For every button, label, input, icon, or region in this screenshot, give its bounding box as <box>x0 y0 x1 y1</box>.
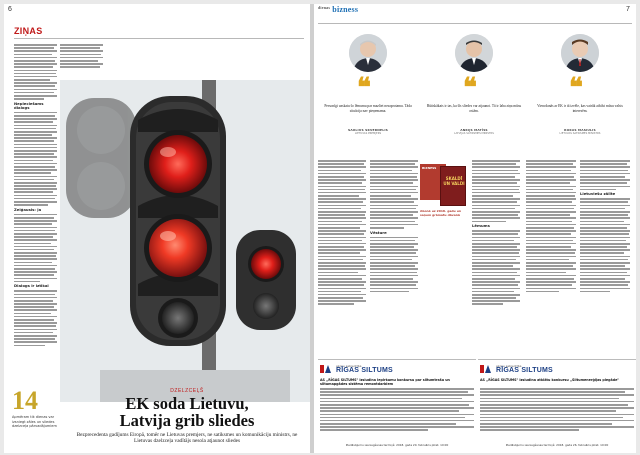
text-lines <box>318 160 366 305</box>
masthead-rule <box>318 23 632 24</box>
right-page <box>314 4 636 453</box>
notice-org-small: akciju sabiedrība <box>496 364 522 368</box>
text-lines <box>60 44 103 68</box>
body-column-4 <box>526 160 576 292</box>
quote-mark-icon: ❝ <box>463 73 477 102</box>
text-lines <box>472 160 520 222</box>
quote-mark-icon: ❝ <box>569 73 583 102</box>
text-lines <box>14 112 57 206</box>
tender-notice <box>318 359 476 451</box>
person-silhouette-icon <box>349 34 387 72</box>
notice-title: AS „RĪGAS SILTUMS" izsludina iepirkumu konkursu par siltumtrašu un siltumapgādes sistēmu remontdarbiem <box>320 378 450 386</box>
text-lines <box>526 160 576 292</box>
notice-title: AS „RĪGAS SILTUMS" izsludina atklātu konkursu „Siltumenerģijas piegāde" <box>480 378 620 382</box>
quote-author: ANRIJS MATĪSS <box>460 128 488 132</box>
ad-caption: Abonē uz 2018. gadu un saņem grāmatu dāvanā <box>420 209 461 217</box>
portrait-photo <box>349 34 387 72</box>
notice-org: RĪGAS SILTUMS <box>496 367 553 374</box>
brand-prefix: dienas <box>318 5 331 10</box>
text-lines <box>14 44 57 100</box>
person-silhouette-icon <box>561 34 599 72</box>
quote-text: Vienošanās ar EK ir tā izvēle, kas vairāk atbilst mūsu valsts interesēm. <box>537 104 623 113</box>
magazine-title: BIZNESS <box>422 166 437 170</box>
quote-text: Būtiskākais ir tas, ka šīs sliedes var atjaunot. Tā ir laba ziņa mūsu ostām. <box>426 104 522 113</box>
railway-signal-illustration <box>60 80 310 402</box>
masthead-brand <box>318 5 438 14</box>
body-subhead: Lēmums <box>472 223 490 229</box>
quote-card <box>318 26 418 162</box>
quote-mark-icon: ❝ <box>357 73 371 102</box>
quote-card <box>424 26 524 162</box>
body-column-2 <box>370 160 418 292</box>
page-number-left: 6 <box>8 6 12 13</box>
text-column-1 <box>14 44 57 346</box>
quote-role: LATVIJAS SATIKSMES MINISTRS <box>454 132 494 135</box>
stat-number: 14 <box>12 386 38 415</box>
portrait-photo <box>561 34 599 72</box>
section-rule <box>14 38 304 39</box>
section-tag: ZIŅAS <box>14 26 43 36</box>
body-column-3 <box>472 160 520 305</box>
text-lines <box>14 214 57 283</box>
subscription-ad[interactable] <box>420 162 468 236</box>
text-lines <box>14 290 57 346</box>
page-number-right: 7 <box>626 6 630 13</box>
brand-main: bizness <box>332 5 359 14</box>
portrait-photo <box>455 34 493 72</box>
headline-line-1: EK soda Lietuvu, <box>125 394 249 413</box>
text-lines <box>370 160 418 229</box>
article-deck: Bezprecedenta gadījums Eiropā, tomēr ne Lietuvas premjers, ne satiksmes un komunikāciju ministrs, ne Lietuvas dzelzceļa vadītājs nesola atjaunot sliedes <box>76 432 298 445</box>
article-kicker: DZELZCEĻŠ <box>170 388 204 394</box>
notice-footer: Piedāvājumu iesniegšanas termiņš: 2018. gada 26. februāris plkst. 10:00 <box>505 443 609 447</box>
quote-author: ROKAS MASIULIS <box>564 128 596 132</box>
notice-text-lines <box>480 388 634 431</box>
notice-org-small: akciju sabiedrība <box>336 364 362 368</box>
masthead <box>318 5 438 14</box>
article-headline <box>60 395 310 429</box>
rigas-siltums-logo-icon <box>320 364 334 374</box>
notice-org: RĪGAS SILTUMS <box>336 367 393 374</box>
text-column-2 <box>60 44 103 68</box>
body-column-1 <box>318 160 366 305</box>
tender-notice <box>478 359 636 451</box>
quote-text: Personīgi uzskatu šo lēmumu par mazliet nesaprotamu. Tāda situācija nav pieņemama. <box>324 104 412 113</box>
quote-card <box>530 26 630 162</box>
rigas-siltums-logo-icon <box>480 364 494 374</box>
quote-author: SAULIUS SKVERNELIS <box>347 128 388 132</box>
person-silhouette-icon <box>455 34 493 72</box>
text-subhead: Zelģausis: ja <box>14 206 42 212</box>
quote-role: LIETUVAS SATIKSMES MINISTRS <box>559 132 601 135</box>
body-column-5 <box>580 160 630 292</box>
text-subhead: Nepieciešams dialogs <box>14 100 44 110</box>
notice-text-lines <box>320 388 474 431</box>
notice-footer: Piedāvājumu iesniegšanas termiņš: 2018. gada 20. februāris plkst. 10:00 <box>345 443 449 447</box>
headline-line-2: Latvija grib sliedes <box>119 411 255 430</box>
text-lines <box>580 198 630 292</box>
body-subhead: Vēsture <box>370 229 387 235</box>
text-lines <box>370 237 418 293</box>
text-subhead: Dialogs ir iztikai <box>14 283 49 289</box>
traffic-light-photo <box>60 80 310 402</box>
text-lines <box>580 160 630 190</box>
book-title: SKALDĪ UN VALDI <box>443 176 465 186</box>
book-cover <box>440 166 466 206</box>
left-page <box>4 4 310 453</box>
quote-role: LIETUVAS PREMJERS <box>354 132 382 135</box>
stat-caption: Apmēram tik dienas var izsniegt zāles un sliedes dzelzceļa pārvadājumiem <box>12 415 57 428</box>
text-lines <box>472 230 520 305</box>
body-subhead: Lietuviešu zālīte <box>580 191 616 197</box>
